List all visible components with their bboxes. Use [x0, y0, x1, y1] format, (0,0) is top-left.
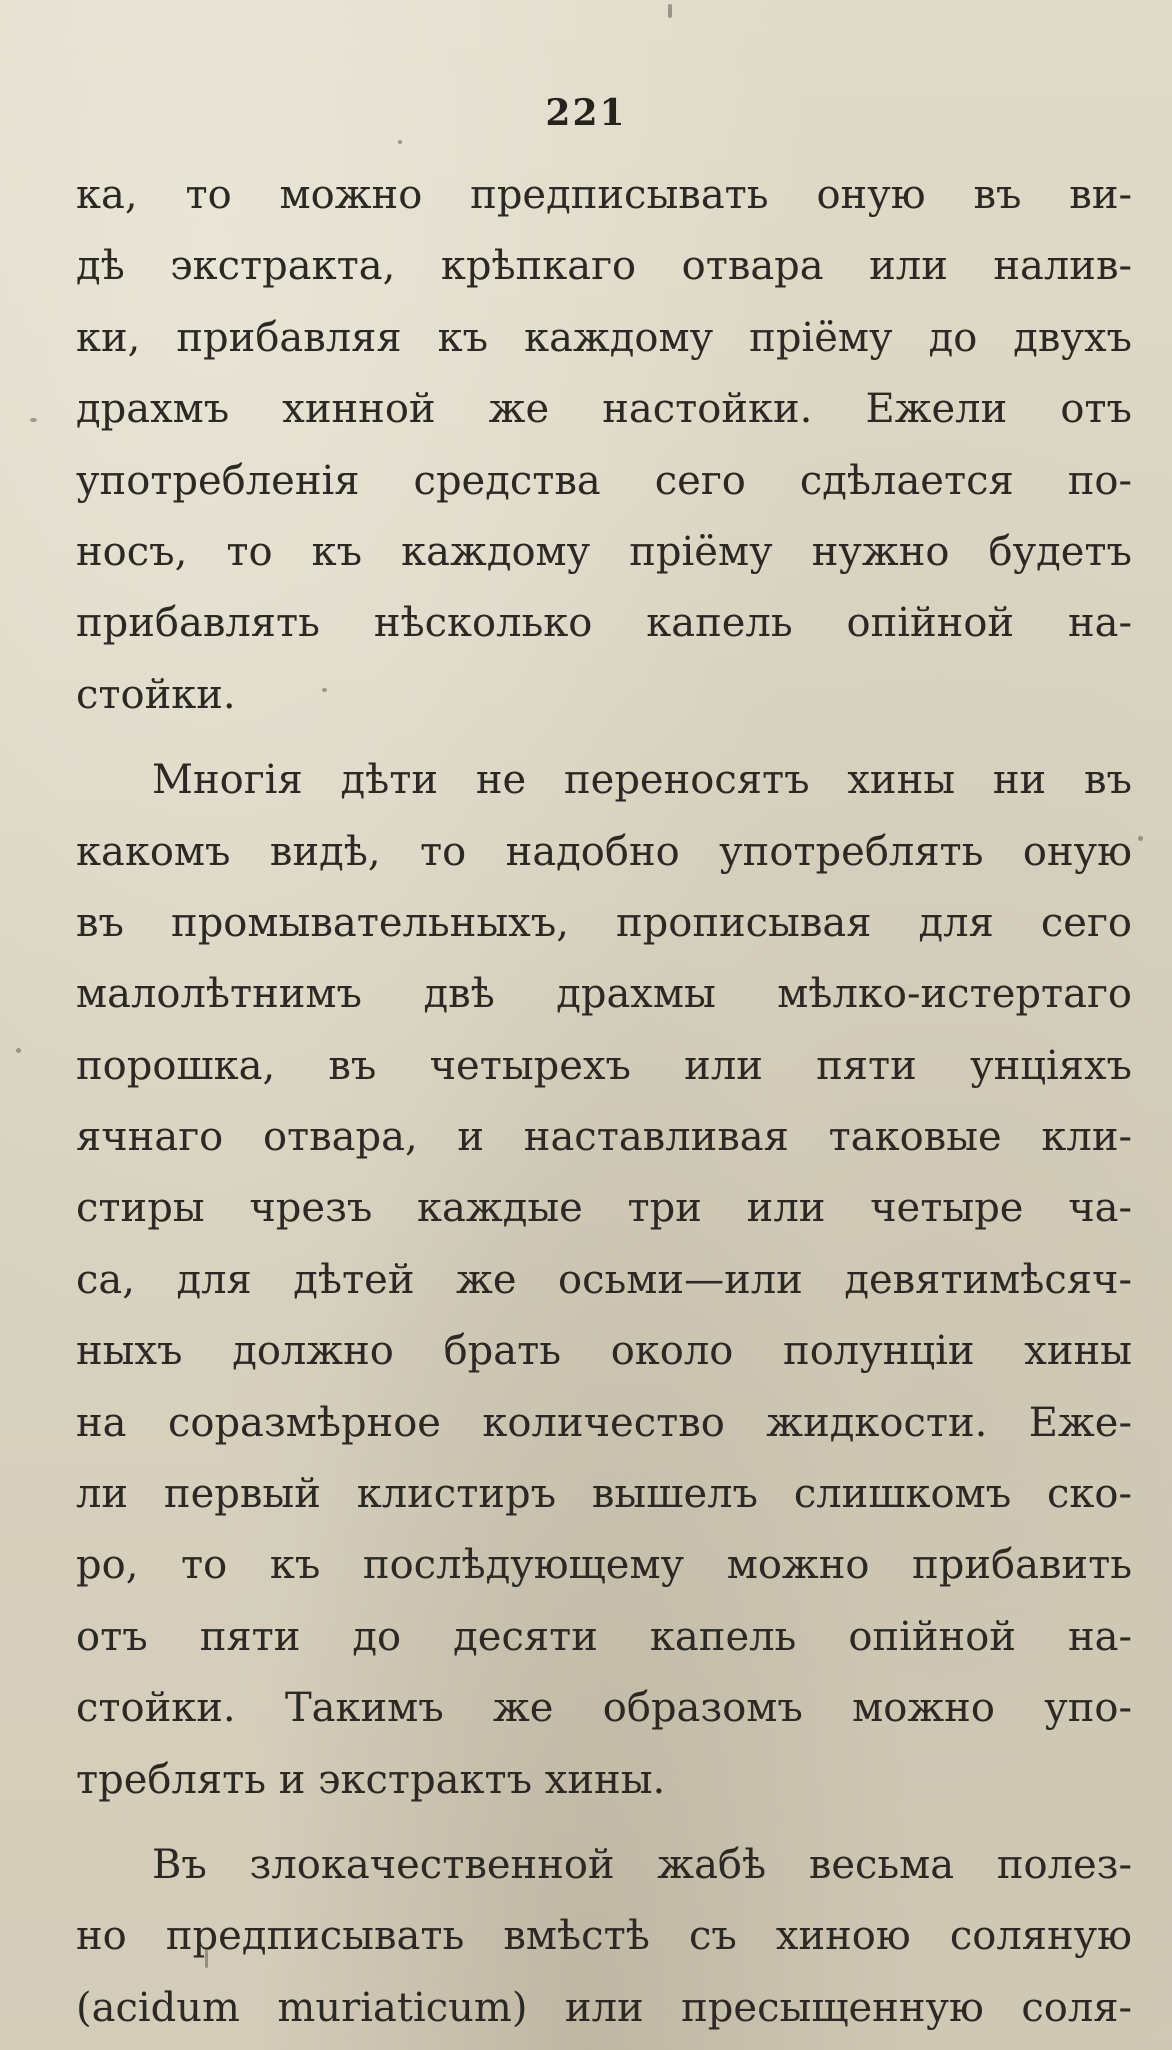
- text-line: треблять и экстрактъ хины.: [76, 1756, 666, 1803]
- ink-speck: [30, 418, 37, 422]
- page-number: 221: [545, 92, 627, 134]
- text-line: малолѣтнимъ двѣ драхмы мѣлко-истертаго: [76, 971, 1132, 1018]
- paragraph-gap: [76, 1816, 1132, 1830]
- text-line: Въ злокачественной жабѣ весьма полез-: [152, 1841, 1132, 1888]
- text-line: ячнаго отвара, и наставливая таковые кли-: [76, 1114, 1132, 1161]
- text-line: ли первый клистиръ вышелъ слишкомъ ско-: [76, 1471, 1132, 1518]
- body-text: [76, 160, 1132, 2044]
- text-line: но предписывать вмѣстѣ съ хиною соляную: [76, 1913, 1132, 1960]
- paragraph: [76, 745, 1132, 1816]
- text-line: носъ, то къ каждому пріёму нужно будетъ: [76, 528, 1132, 575]
- ink-speck: [16, 1048, 21, 1053]
- paragraph: [76, 1830, 1132, 2044]
- text-line: употребленія средства сего сдѣлается по-: [76, 457, 1132, 504]
- text-line: ка, то можно предписывать оную въ ви-: [76, 172, 1132, 218]
- text-line: стойки. Такимъ же образомъ можно упо-: [76, 1685, 1132, 1732]
- ink-speck: [1138, 836, 1143, 841]
- text-line: стиры чрезъ каждые три или четыре ча-: [76, 1185, 1132, 1232]
- text-line: въ промывательныхъ, прописывая для сего: [76, 899, 1132, 946]
- text-line: какомъ видѣ, то надобно употреблять оную: [76, 828, 1132, 875]
- text-line: стойки.: [76, 671, 236, 718]
- text-line: ныхъ должно брать около полунціи хины: [76, 1328, 1132, 1375]
- text-line: Многія дѣти не переносятъ хины ни въ: [152, 757, 1132, 804]
- text-line: ки, прибавляя къ каждому пріёму до двухъ: [76, 314, 1132, 361]
- text-line: ро, то къ послѣдующему можно прибавить: [76, 1542, 1132, 1589]
- ink-speck: [668, 4, 672, 18]
- paragraph-gap: [76, 731, 1132, 745]
- text-line: порошка, въ четырехъ или пяти унціяхъ: [76, 1042, 1132, 1089]
- text-line: прибавлять нѣсколько капель опійной на-: [76, 600, 1132, 647]
- text-line: драхмъ хинной же настойки. Ежели отъ: [76, 386, 1132, 433]
- text-line: дѣ экстракта, крѣпкаго отвара или налив-: [76, 243, 1132, 290]
- text-line: (acidum muriaticum) или пресыщенную соля-: [76, 1984, 1132, 2031]
- text-line: са, для дѣтей же осьми—или девятимѣсяч-: [76, 1256, 1132, 1303]
- text-line: на соразмѣрное количество жидкости. Еже-: [76, 1399, 1132, 1446]
- ink-speck: [398, 140, 402, 144]
- paragraph: [76, 160, 1132, 731]
- text-line: отъ пяти до десяти капель опійной на-: [76, 1613, 1132, 1660]
